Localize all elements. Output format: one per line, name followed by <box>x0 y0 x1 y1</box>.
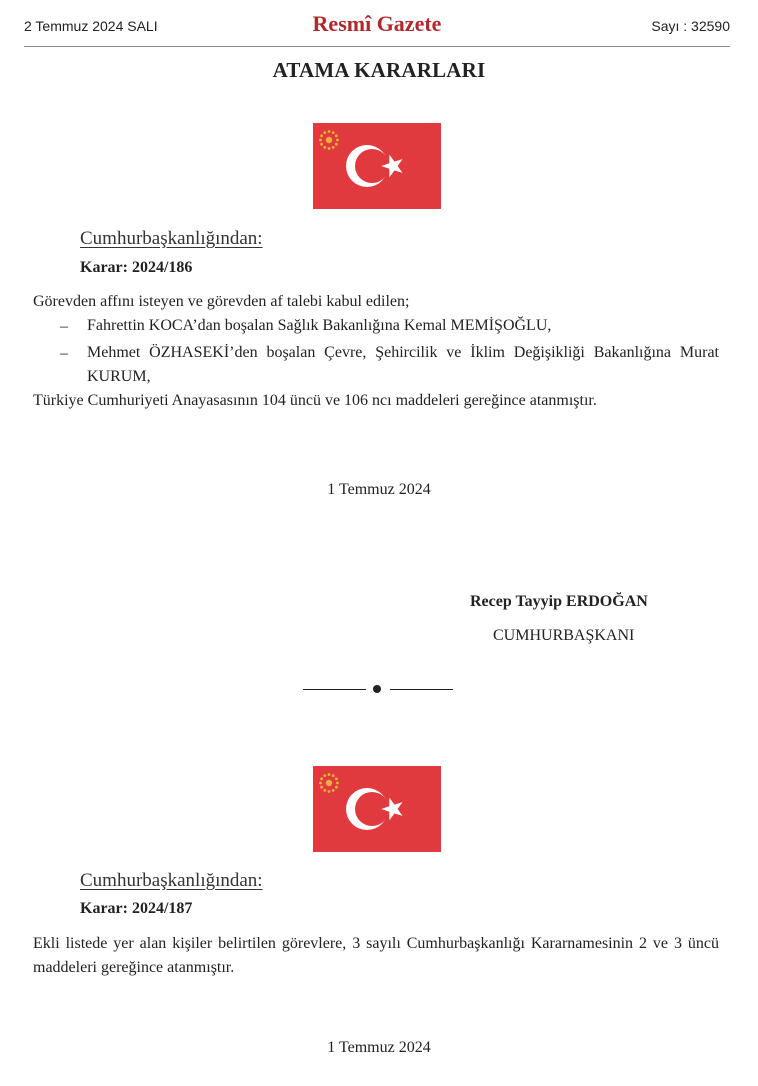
signatory-title: CUMHURBAŞKANI <box>493 627 635 644</box>
issuer-label: Cumhurbaşkanlığından: <box>80 870 263 891</box>
list-item: Fahrettin KOCA’dan boşalan Sağlık Bakanlığına Kemal MEMİŞOĞLU, <box>87 317 552 334</box>
presidential-flag-icon <box>313 123 441 209</box>
list-bullet: – <box>60 345 68 362</box>
issuer-label: Cumhurbaşkanlığından: <box>80 228 263 249</box>
decision-date: 1 Temmuz 2024 <box>327 1039 431 1056</box>
decision-number: Karar: 2024/186 <box>80 259 193 276</box>
decision-body: Ekli listede yer alan kişiler belirtilen görevlere, 3 sayılı Cumhurbaşkanlığı Kararnamesinin 2 ve 3 üncü maddeleri gereğince atanmıştır. <box>33 935 719 976</box>
list-bullet: – <box>60 318 68 335</box>
gazette-header <box>24 0 730 47</box>
list-item: Mehmet ÖZHASEKİ’den boşalan Çevre, Şehircilik ve İklim Değişikliği Bakanlığına Murat KURUM, <box>87 344 719 385</box>
decision-separator <box>303 681 453 697</box>
signatory-name: Recep Tayyip ERDOĞAN <box>470 593 648 610</box>
issue-number: Sayı : 32590 <box>651 18 730 34</box>
decision-date: 1 Temmuz 2024 <box>327 481 431 498</box>
gazette-title: Resmî Gazete <box>312 11 442 36</box>
presidential-flag-icon <box>313 766 441 852</box>
section-title: ATAMA KARARLARI <box>272 58 486 82</box>
decision-intro: Görevden affını isteyen ve görevden af talebi kabul edilen; <box>33 293 410 310</box>
header-date: 2 Temmuz 2024 SALI <box>24 18 158 34</box>
decision-closing: Türkiye Cumhuriyeti Anayasasının 104 üncü ve 106 ncı maddeleri gereğince atanmıştır. <box>33 392 597 409</box>
decision-number: Karar: 2024/187 <box>80 900 193 917</box>
